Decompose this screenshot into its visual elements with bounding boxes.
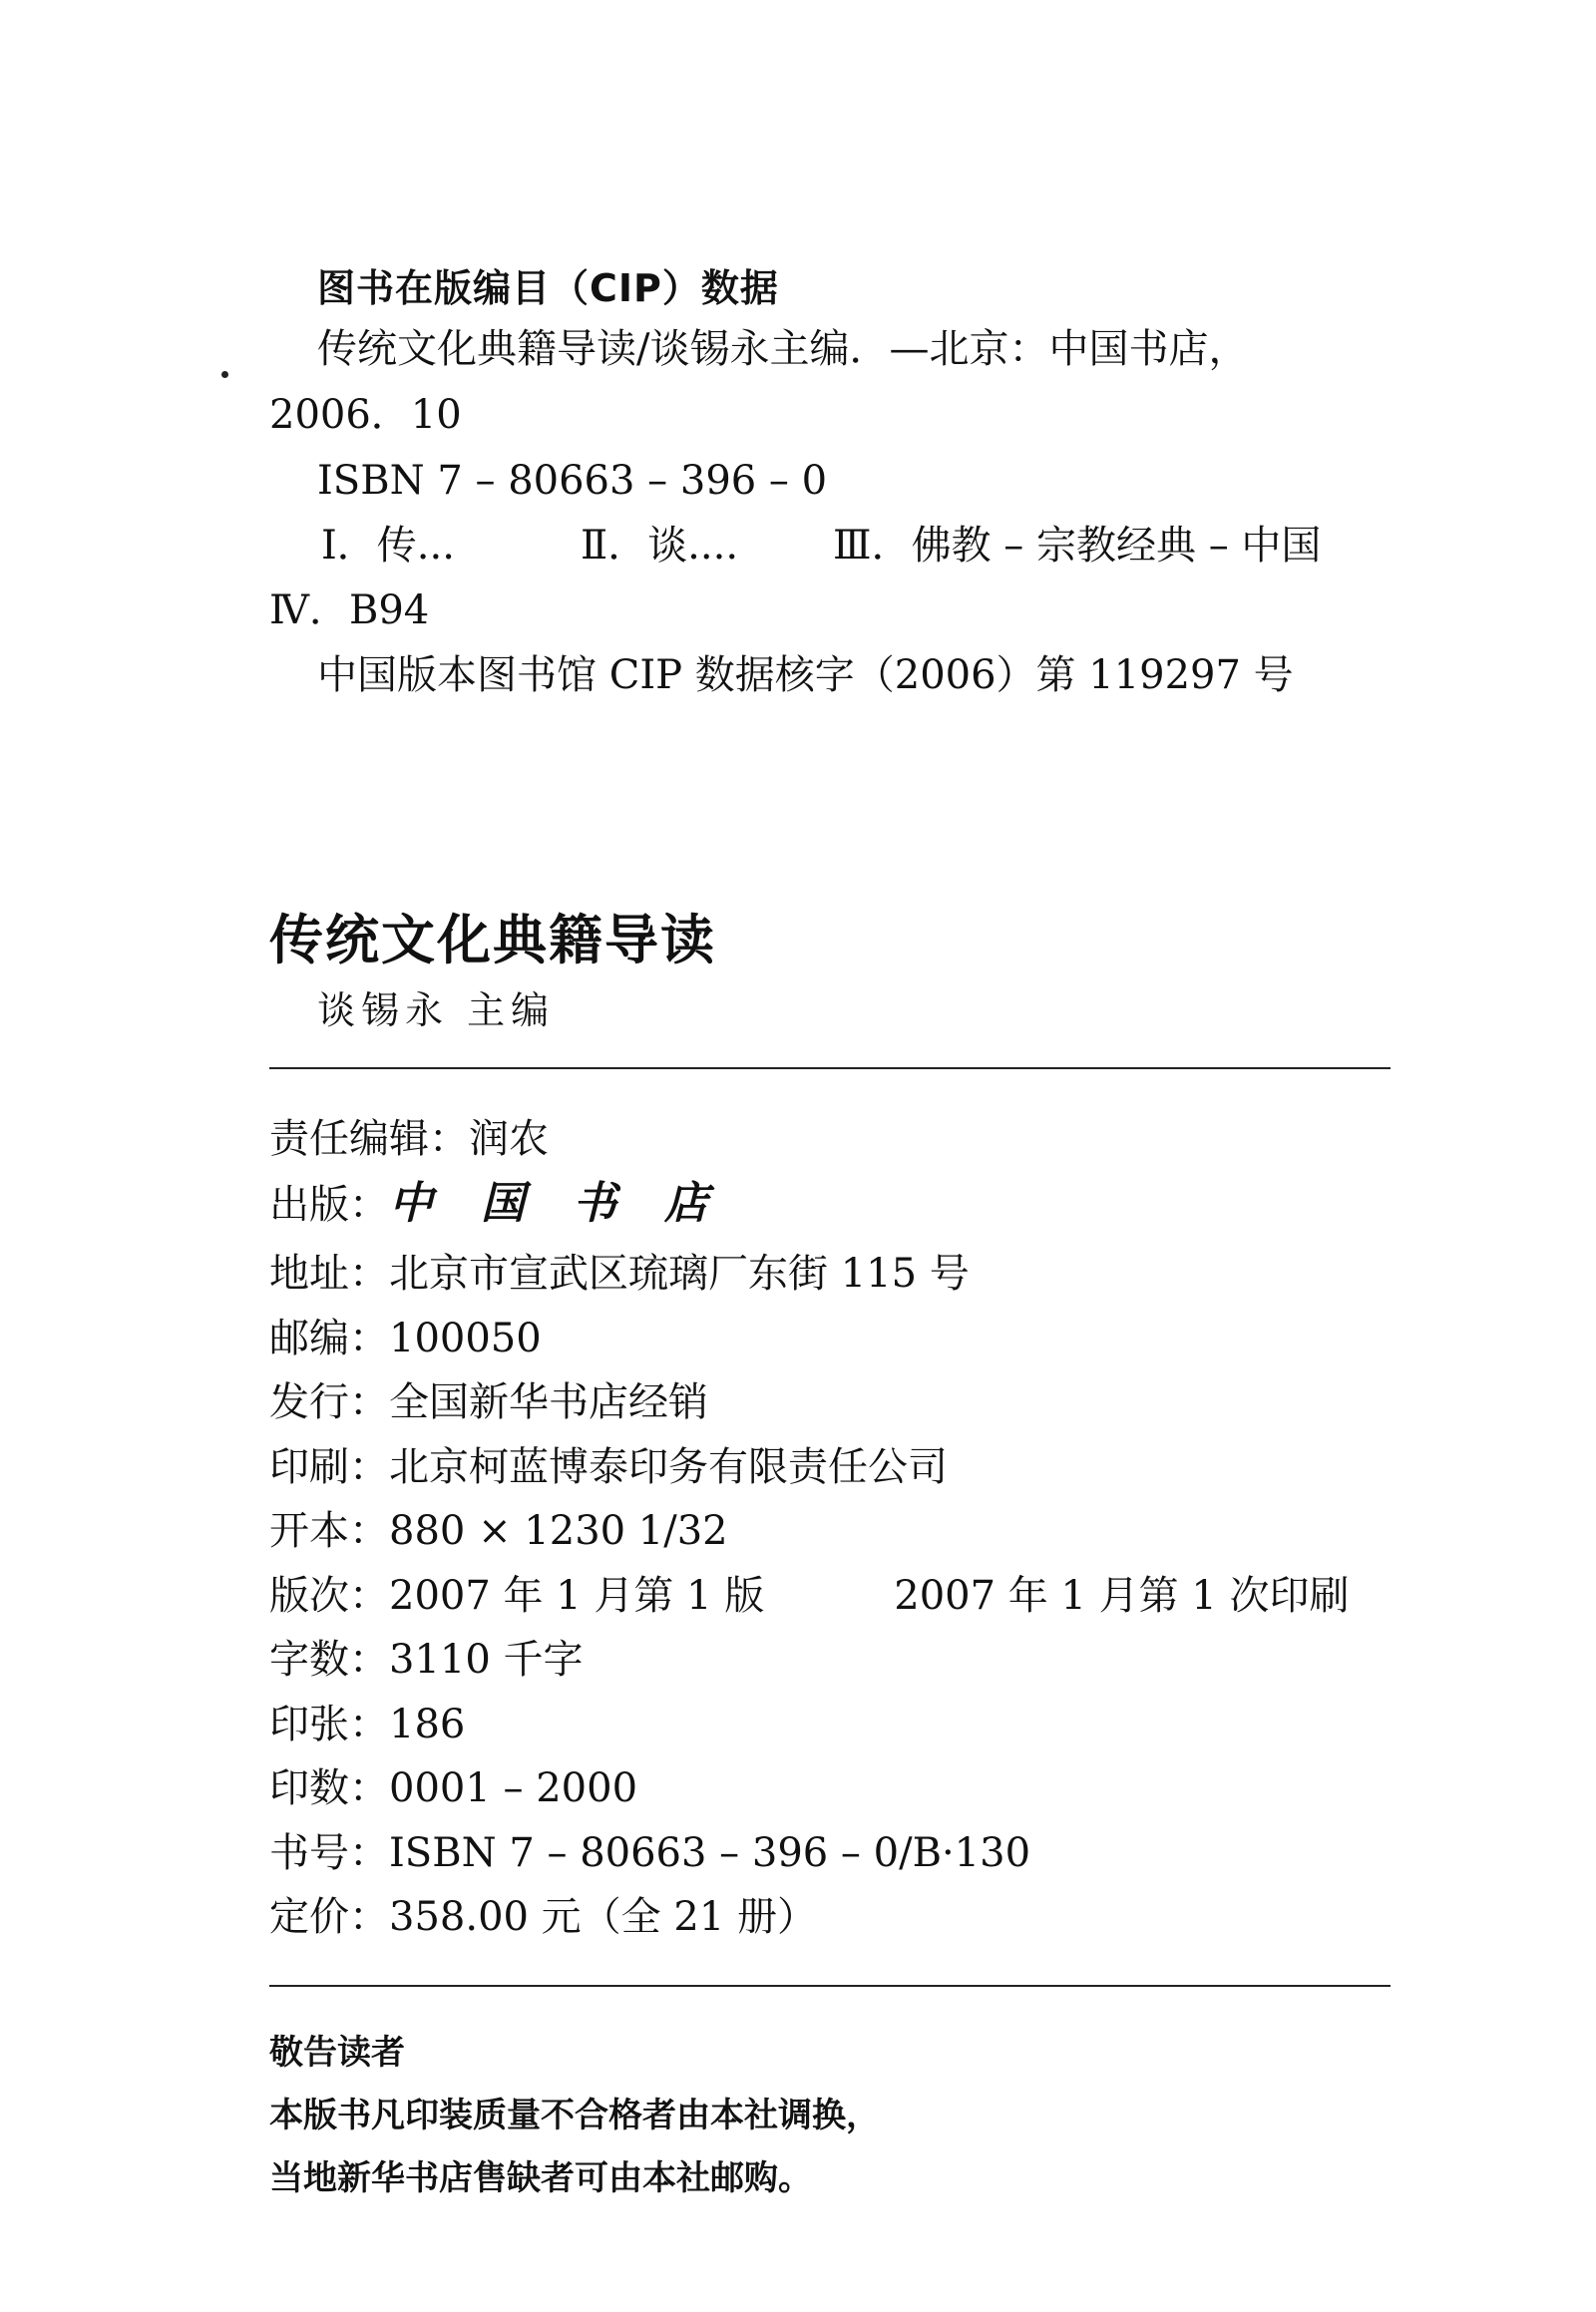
cip-subject-iii: Ⅲ．佛教 – 宗教经典 – 中国 [833, 523, 1322, 569]
address-label: 地址： [269, 1251, 389, 1297]
colophon-sheets [269, 1693, 1350, 1757]
colophon-format [269, 1499, 1350, 1564]
edition-value: 2007 年 1 月第 1 版 [389, 1572, 765, 1619]
cip-isbn-line: ISBN 7 – 80663 – 396 – 0 [317, 458, 828, 504]
cip-subject-ii: Ⅱ．谈.... [581, 523, 739, 569]
cip-title-line: 传统文化典籍导读/谈锡永主编．—北京：中国书店， [317, 326, 1249, 372]
cip-heading: 图书在版编目（CIP）数据 [317, 266, 779, 310]
postcode-value: 100050 [389, 1315, 542, 1361]
cip-subject-i: Ⅰ．传... [321, 523, 455, 569]
postcode-label: 邮编： [269, 1315, 389, 1361]
editor-value: 润农 [469, 1116, 549, 1162]
wordcount-label: 字数： [269, 1637, 389, 1683]
printing-value: 北京柯蓝博泰印务有限责任公司 [389, 1443, 948, 1490]
top-divider [269, 1067, 1391, 1069]
printing-label: 印刷： [269, 1443, 389, 1490]
format-label: 开本： [269, 1508, 389, 1554]
price-label: 定价： [269, 1894, 389, 1940]
notice-line-2: 当地新华书店售缺者可由本社邮购。 [269, 2158, 812, 2198]
colophon-list [269, 1107, 1350, 1950]
publisher-label: 出版： [269, 1181, 389, 1228]
colophon-postcode [269, 1307, 1350, 1371]
address-value: 北京市宣武区琉璃厂东街 115 号 [389, 1251, 970, 1297]
printrun-label: 印数： [269, 1765, 389, 1811]
colophon-printrun [269, 1756, 1350, 1821]
colophon-edition [269, 1564, 1350, 1629]
price-value: 358.00 元（全 21 册） [389, 1894, 818, 1940]
colophon-distribution [269, 1370, 1350, 1435]
cip-record-number: 中国版本图书馆 CIP 数据核字（2006）第 119297 号 [317, 652, 1294, 698]
impression-value: 2007 年 1 月第 1 次印刷 [894, 1572, 1350, 1619]
cip-date-line: 2006．10 [269, 392, 462, 438]
sheets-value: 186 [389, 1701, 466, 1747]
colophon-printing [269, 1435, 1350, 1500]
publisher-calligraphy-mark: 中国书店 [389, 1177, 756, 1229]
print-speck [221, 371, 228, 378]
bottom-divider [269, 1985, 1391, 1987]
isbn-label: 书号： [269, 1829, 389, 1876]
distribution-value: 全国新华书店经销 [389, 1379, 708, 1425]
format-value: 880 × 1230 1/32 [389, 1508, 728, 1554]
colophon-editor [269, 1107, 1350, 1172]
colophon-price [269, 1885, 1350, 1950]
isbn-value: ISBN 7 – 80663 – 396 – 0/B·130 [389, 1829, 1031, 1876]
printrun-value: 0001 – 2000 [389, 1765, 638, 1811]
book-title: 传统文化典籍导读 [269, 909, 716, 971]
colophon-wordcount [269, 1628, 1350, 1693]
notice-heading: 敬告读者 [269, 2033, 405, 2073]
book-editor: 谈锡永 主编 [317, 988, 556, 1032]
wordcount-value: 3110 千字 [389, 1637, 584, 1683]
notice-line-1: 本版书凡印装质量不合格者由本社调换， [269, 2096, 880, 2135]
cip-classification-line: Ⅳ．B94 [269, 587, 430, 633]
edition-label: 版次： [269, 1572, 389, 1619]
sheets-label: 印张： [269, 1701, 389, 1747]
distribution-label: 发行： [269, 1379, 389, 1425]
editor-label: 责任编辑： [269, 1116, 469, 1162]
colophon-address [269, 1242, 1350, 1307]
colophon-isbn [269, 1821, 1350, 1886]
colophon-publisher [269, 1172, 1350, 1237]
